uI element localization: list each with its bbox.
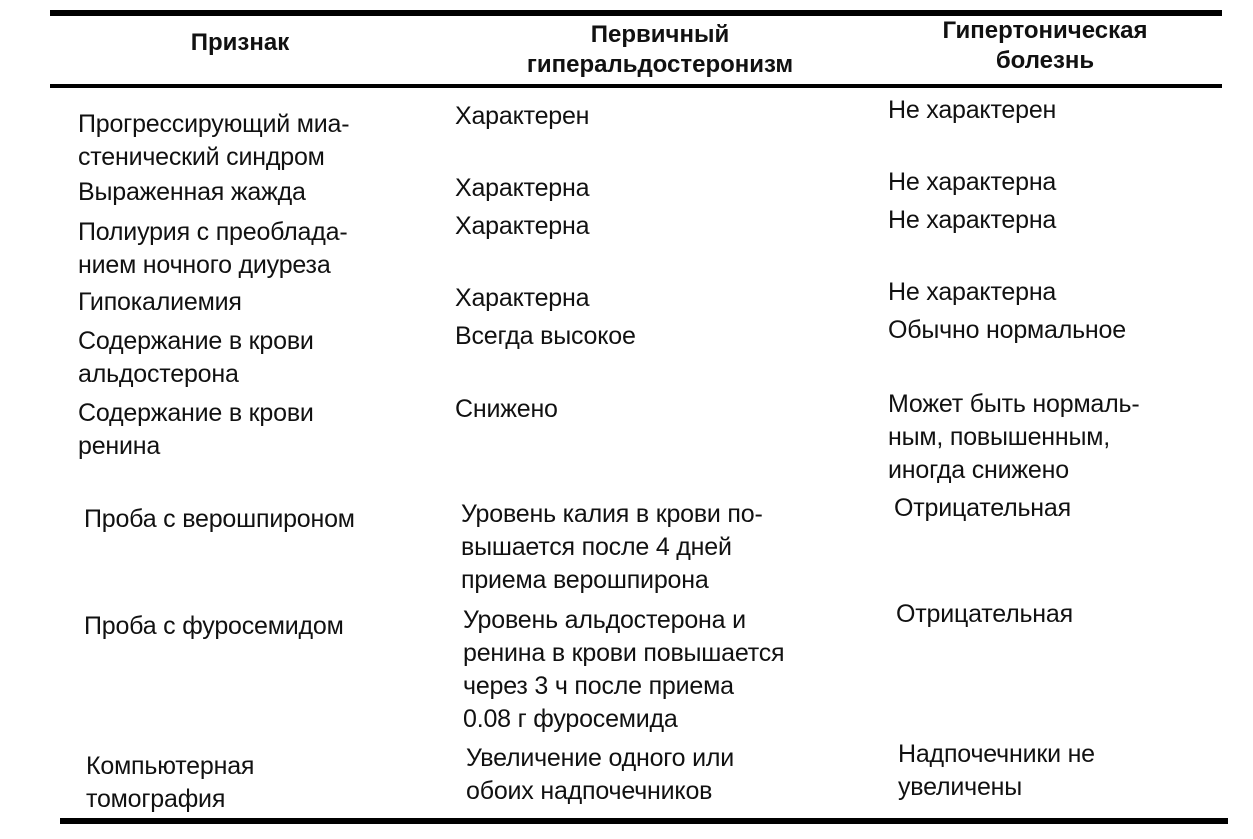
row-3-hypertension: Не характерна <box>888 206 1057 234</box>
row-2-primary: Характерна <box>455 174 590 202</box>
row-3-sign: Полиурия с преоблада- нием ночного диуреза <box>78 218 348 279</box>
header-sign: Признак <box>190 29 290 56</box>
row-2-hypertension: Не характерна <box>888 168 1057 196</box>
row-6-primary: Снижено <box>455 395 558 423</box>
row-4-sign: Гипокалиемия <box>78 288 242 316</box>
row-6-hypertension: Может быть нормаль- ным, повышенным, иногда снижено <box>888 390 1140 484</box>
header-hypertension: Гипертоническая болезнь <box>942 17 1148 74</box>
row-9-hypertension: Надпочечники не увеличены <box>898 740 1095 801</box>
row-4-primary: Характерна <box>455 284 590 312</box>
row-8-hypertension: Отрицательная <box>896 600 1073 628</box>
row-7-hypertension: Отрицательная <box>894 494 1071 522</box>
row-7-sign: Проба с верошпироном <box>84 505 355 533</box>
row-5-primary: Всегда высокое <box>455 322 636 350</box>
table-bottom-rule <box>60 818 1228 824</box>
row-8-primary: Уровень альдостерона и ренина в крови повышается через 3 ч после приема 0.08 г фуросемида <box>463 606 785 733</box>
row-5-sign: Содержание в крови альдостерона <box>78 327 314 388</box>
row-5-hypertension: Обычно нормальное <box>888 316 1126 344</box>
header-primary-hyperaldosteronism: Первичный гиперальдостеронизм <box>526 21 794 78</box>
row-6-sign: Содержание в крови ренина <box>78 399 314 460</box>
row-1-hypertension: Не характерен <box>888 96 1057 124</box>
row-8-sign: Проба с фуросемидом <box>84 612 344 640</box>
table-header-rule <box>50 84 1222 88</box>
row-2-sign: Выраженная жажда <box>78 178 306 206</box>
row-4-hypertension: Не характерна <box>888 278 1057 306</box>
row-9-sign: Компьютерная томография <box>86 752 255 813</box>
row-7-primary: Уровень калия в крови по- вышается после 4 дней приема верошпирона <box>461 500 763 594</box>
row-1-primary: Характерен <box>455 102 590 130</box>
row-1-sign: Прогрессирующий миа- стенический синдром <box>78 110 350 171</box>
row-9-primary: Увеличение одного или обоих надпочечников <box>466 744 735 805</box>
row-3-primary: Характерна <box>455 212 590 240</box>
